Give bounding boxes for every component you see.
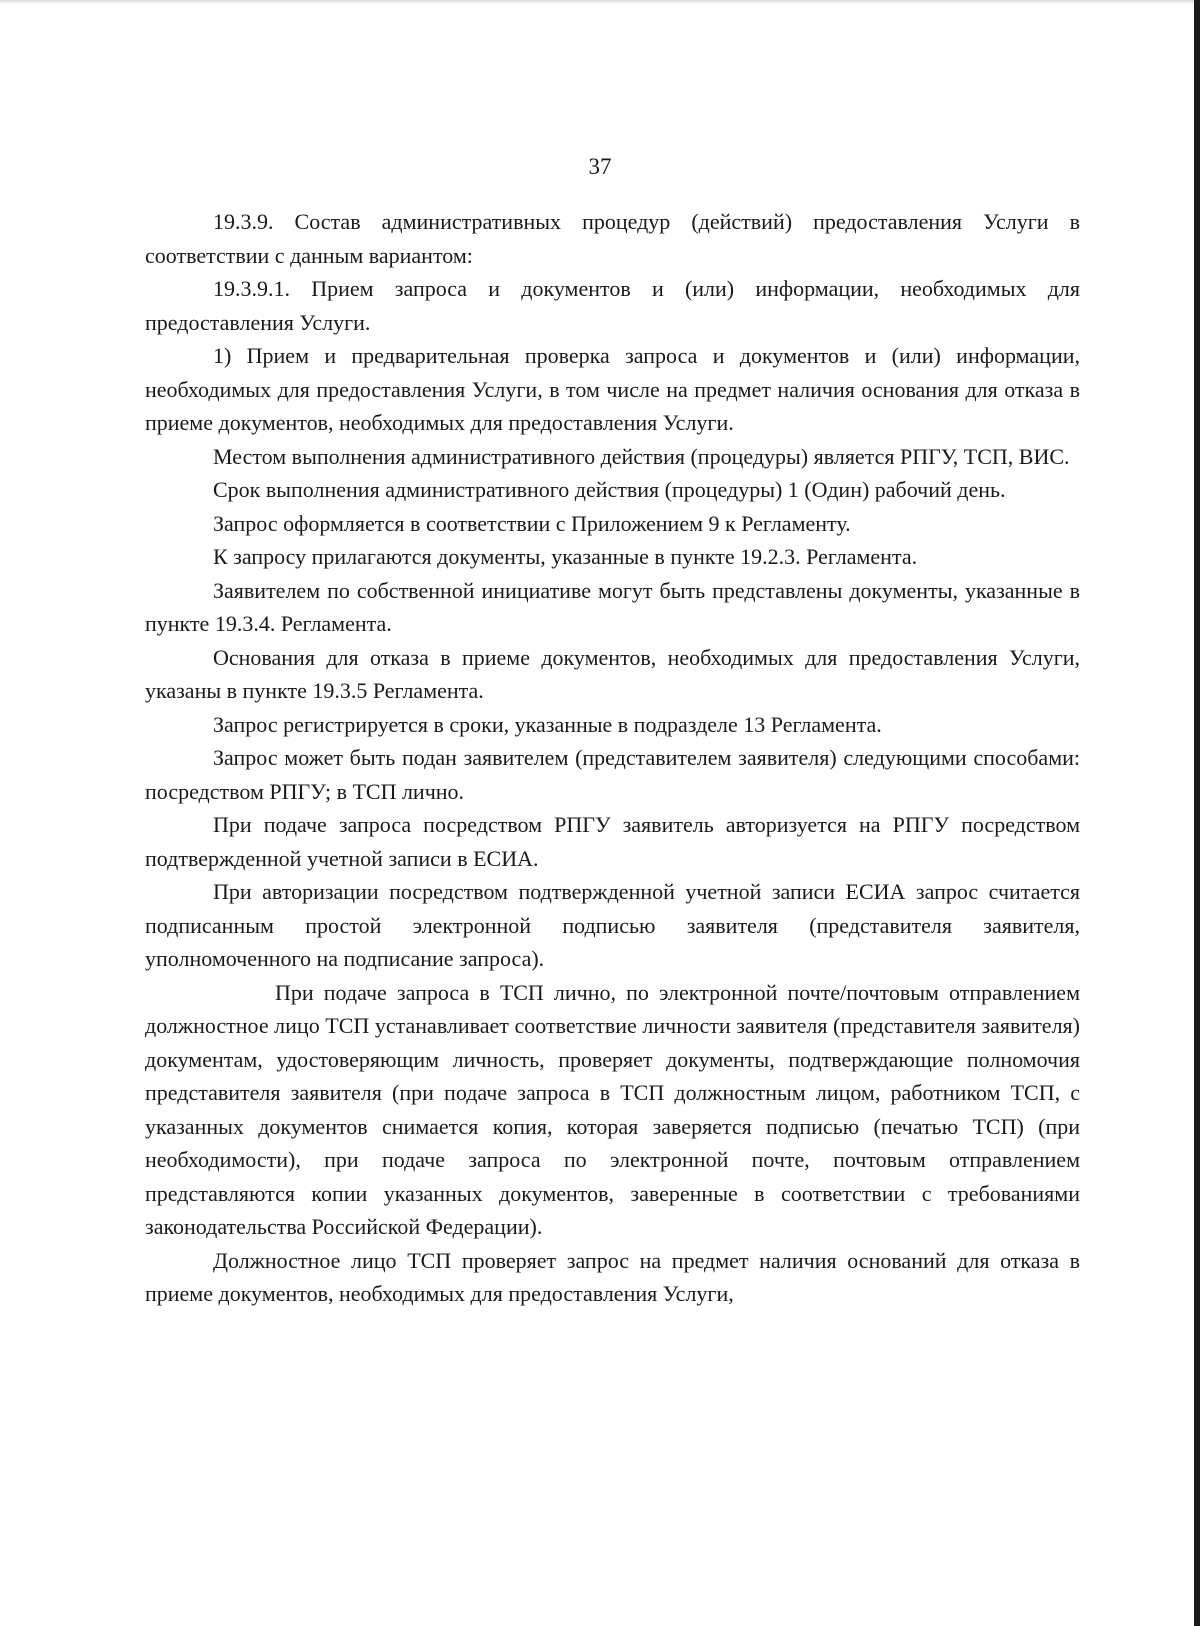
- paragraph-official-check: Должностное лицо ТСП проверяет запрос на предмет наличия оснований для отказа в приеме документов, необходимых для предоставления Услуги,: [145, 1247, 1080, 1306]
- document-body: [145, 205, 1080, 1311]
- scan-edge-top: [0, 0, 1200, 4]
- paragraph-own-initiative: Заявителем по собственной инициативе могут быть представлены документы, указанные в пункте 19.3.4. Регламента.: [145, 577, 1080, 636]
- paragraph-19-3-9-1: 19.3.9.1. Прием запроса и документов и (или) информации, необходимых для предоставления Услуги.: [145, 276, 1080, 335]
- page-number: 37: [588, 154, 612, 179]
- paragraph-registration: Запрос регистрируется в сроки, указанные в подразделе 13 Регламента.: [213, 711, 882, 737]
- paragraph-refusal-grounds: Основания для отказа в приеме документов, необходимых для предоставления Услуги, указаны в пункте 19.3.5 Регламента.: [145, 644, 1080, 703]
- paragraph-tsp-submission: При подаче запроса в ТСП лично, по электронной почте/почтовым отправлением должностное лицо ТСП устанавливает соответствие личности заявителя (представителя заявителя) документам, удостоверяющим личность, проверяет документы, подтверждающие полномочия представителя заявителя (при подаче запроса в ТСП должностным лицом, работником ТСП, с указанных документов снимается копия, которая заверяется подписью (печатью ТСП) (при необходимости), при подаче запроса по электронной почте, почтовым отправлением представляются копии указанных документов, заверенные в соответствии с требованиями законодательства Российской Федерации).: [145, 979, 1080, 1239]
- paragraph-item-1: 1) Прием и предварительная проверка запроса и документов и (или) информации, необходимых для предоставления Услуги, в том числе на предмет наличия основания для отказа в приеме документов, необходимых для предоставления Услуги.: [145, 343, 1080, 435]
- paragraph-19-3-9: 19.3.9. Состав административных процедур (действий) предоставления Услуги в соответствии с данным вариантом:: [145, 209, 1080, 268]
- paragraph-request-form: Запрос оформляется в соответствии с Приложением 9 к Регламенту.: [213, 510, 851, 536]
- paragraph-submission-methods: Запрос может быть подан заявителем (представителем заявителя) следующими способами: посредством РПГУ; в ТСП лично.: [145, 745, 1080, 804]
- paragraph-attachments: К запросу прилагаются документы, указанные в пункте 19.2.3. Регламента.: [213, 544, 918, 569]
- scan-edge-right: [1194, 0, 1200, 1626]
- paragraph-esia-signature: При авторизации посредством подтвержденной учетной записи ЕСИА запрос считается подписанным простой электронной подписью заявителя (представителя заявителя, уполномоченного на подписание запроса).: [145, 879, 1080, 971]
- paragraph-term: Срок выполнения административного действия (процедуры) 1 (Один) рабочий день.: [213, 477, 1006, 502]
- paragraph-place: Местом выполнения административного действия (процедуры) является РПГУ, ТСП, ВИС.: [213, 443, 1070, 469]
- paragraph-rpgu-auth: При подаче запроса посредством РПГУ заявитель авторизуется на РПГУ посредством подтвержденной учетной записи в ЕСИА.: [145, 812, 1080, 871]
